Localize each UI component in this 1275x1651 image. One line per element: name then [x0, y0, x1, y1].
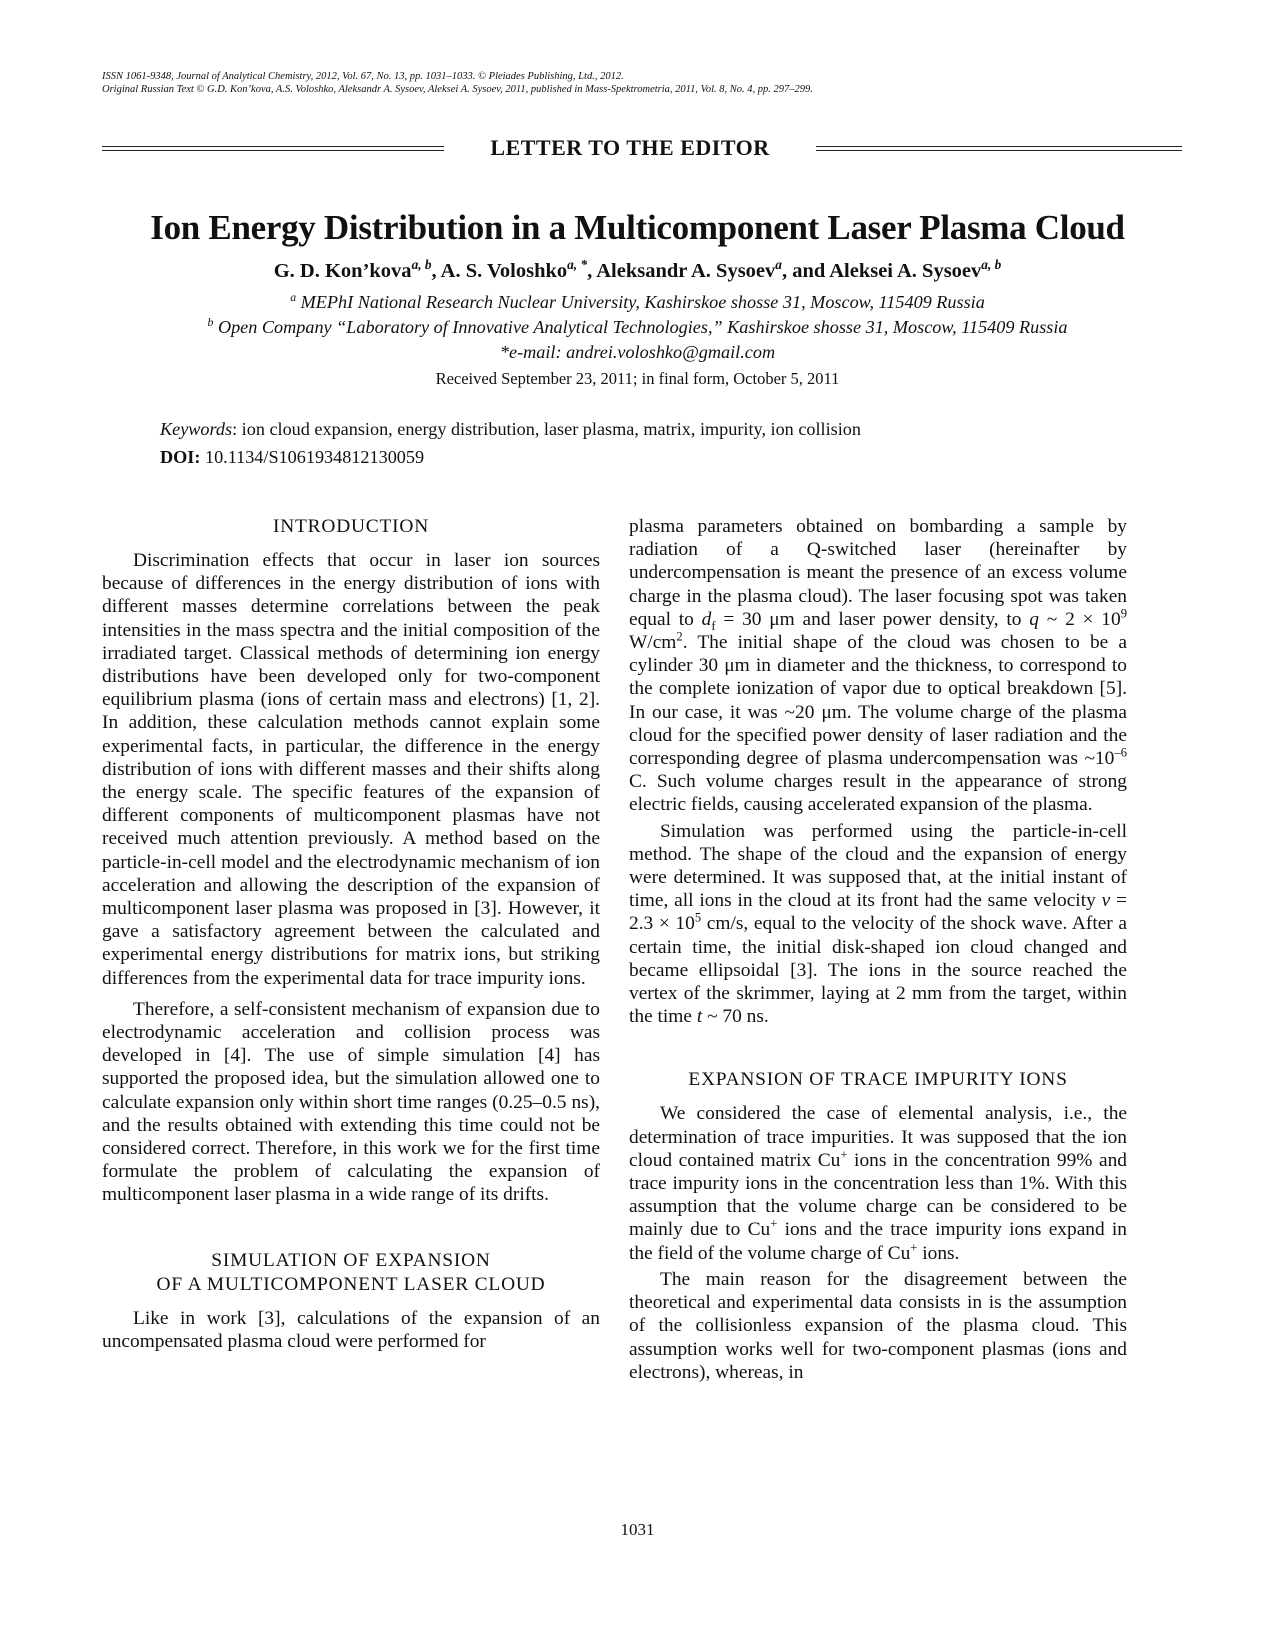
- keywords: Keywords: ion cloud expansion, energy distribution, laser plasma, matrix, impurity, ion collision: [160, 419, 861, 439]
- author-affiliation-mark: a, b: [411, 257, 432, 273]
- paragraph: The main reason for the disagreement between the theoretical and experimental data consists in is the assumption of the collisionless expansion of the plasma cloud. This assumption works well for two-component plasmas (ions and electrons), whereas, in: [629, 1268, 1127, 1383]
- section-heading-trace-impurity: EXPANSION OF TRACE IMPURITY IONS: [688, 1069, 1068, 1091]
- banner-label: LETTER TO THE EDITOR: [490, 135, 770, 160]
- left-column: [102, 515, 600, 1353]
- banner-rule-left: [102, 146, 444, 151]
- journal-header: [102, 70, 1182, 96]
- doi: [160, 447, 1160, 468]
- header-line-2: Original Russian Text © G.D. Kon’kova, A.S. Voloshko, Aleksandr A. Sysoev, Aleksei A. Sysoev, 2011, published in Mass-Spektrometria, 2011, Vol. 8, No. 4, pp. 297–299.: [102, 84, 813, 95]
- doi-label: DOI:: [160, 447, 201, 467]
- author-email: *e-mail: andrei.voloshko@gmail.com: [499, 342, 776, 362]
- paragraph: Simulation was performed using the particle-in-cell method. The shape of the cloud and the expansion of energy were determined. It was supposed that, at the initial instant of time, all ions in the cloud at its front had the same velocity $v = 2.3 \times 10^5$ cm/s, equal to the velocity of the shock wave. After a certain time, the initial disk-shaped ion cloud changed and became ellipsoidal [3]. The ions in the source reached the vertex of the skrimmer, laying at 2 mm from the target, within the time t ~ 70 ns.: [629, 820, 1127, 1028]
- paragraph: Like in work [3], calculations of the expansion of an uncompensated plasma cloud were performed for: [102, 1307, 600, 1352]
- banner-rule-right: [816, 146, 1182, 151]
- affiliation-a: $^a$ MEPhI National Research Nuclear University, Kashirskoe shosse 31, Moscow, 115409 Russia: [290, 289, 985, 312]
- author-name: G. D. Kon’kova: [273, 260, 412, 282]
- paper-title: Ion Energy Distribution in a Multicomponent Laser Plasma Cloud: [150, 208, 1125, 247]
- author-name: Aleksandr A. Sysoev: [596, 260, 776, 282]
- author-name: A. S. Voloshko: [440, 260, 568, 282]
- page-number: 1031: [620, 1520, 655, 1539]
- paragraph: We considered the case of elemental analysis, i.e., the determination of trace impurities. It was supposed that the ion cloud contained matrix Cu+ ions in the concentration 99% and trace impurity ions in the concentration less than 1%. With this assumption that the volume charge can be considered to be mainly due to Cu+ ions and the trace impurity ions expand in the field of the volume charge of Cu+ ions.: [629, 1103, 1127, 1264]
- author-affiliation-mark: a: [775, 257, 782, 273]
- section-heading-introduction: INTRODUCTION: [272, 516, 430, 537]
- paragraph: Discrimination effects that occur in laser ion sources because of differences in the energy distribution of ions with different masses determine correlations between the peak intensities in the mass spectra and the initial composition of the irradiated target. Classical methods of determining ion energy distributions have been developed only for two-component equilibrium plasma (ions of certain mass and electrons) [1, 2]. In addition, these calculation methods cannot explain some experimental facts, in particular, the difference in the energy distribution of ions with different masses and their shifts along the energy scale. The specific features of the expansion of different components of multicomponent plasmas have not received much attention previously. A method based on the particle-in-cell model and the electrodynamic mechanism of ion acceleration and allowing the description of the expansion of multicomponent laser plasma was proposed in [3]. However, it gave a satisfactory agreement between the calculated and experimental energy distributions for matrix ions, but striking differences from the experimental data for trace impurity ions.: [102, 550, 600, 989]
- received-dates: Received September 23, 2011; in final form, October 5, 2011: [435, 369, 840, 388]
- right-column: [629, 515, 1127, 1384]
- section-banner: [102, 134, 1182, 164]
- section-heading-simulation: SIMULATION OF EXPANSION OF A MULTICOMPONENT LASER CLOUD: [156, 1249, 546, 1295]
- author-affiliation-mark: a, *: [567, 257, 588, 273]
- author-name: Aleksei A. Sysoev: [829, 260, 982, 282]
- keywords-label: Keywords: [160, 419, 233, 439]
- author-affiliation-mark: a, b: [981, 257, 1002, 273]
- affiliation-b: $^b$ Open Company “Laboratory of Innovative Analytical Technologies,” Kashirskoe shosse 31, Moscow, 115409 Russia: [207, 314, 1068, 337]
- author-list: G. D. Kon’kova$^{a, b}$, A. S. Voloshko$^{a, *}$, Aleksandr A. Sysoev$^a$, and Aleksei A. Sysoev$^{a, b}$: [273, 257, 1002, 282]
- doi-link[interactable]: 10.1134/S1061934812130059: [200, 447, 425, 467]
- paragraph: Therefore, a self-consistent mechanism of expansion due to electrodynamic acceleration and collision process was developed in [4]. The use of simple simulation [4] has supported the proposed idea, but the simulation allowed one to calculate expansion only within short time ranges (0.25–0.5 ns), and the results obtained with extending this time could not be considered correct. Therefore, in this work we for the first time formulate the problem of calculating the expansion of multicomponent laser plasma in a wide range of its drifts.: [102, 998, 600, 1206]
- header-line-1: ISSN 1061-9348, Journal of Analytical Chemistry, 2012, Vol. 67, No. 13, pp. 1031–1033. © Pleiades Publishing, Ltd., 2012.: [102, 71, 624, 82]
- paragraph: plasma parameters obtained on bombarding a sample by radiation of a Q-switched laser (hereinafter by undercompensation is meant the presence of an excess volume charge in the plasma cloud). The laser focusing spot was taken equal to $d_f = 30$ μm and laser power density, to q ~ $2 \times 10^9$ $W/cm^2$. The initial shape of the cloud was chosen to be a cylinder 30 μm in diameter and the thickness, to correspond to the complete ionization of vapor due to optical breakdown [5]. In our case, it was ~20 μm. The volume charge of the plasma cloud for the specified power density of laser radiation and the corresponding degree of plasma undercompensation was $\sim 10^{-6}$ C. Such volume charges result in the appearance of strong electric fields, causing accelerated expansion of the plasma.: [629, 516, 1127, 816]
